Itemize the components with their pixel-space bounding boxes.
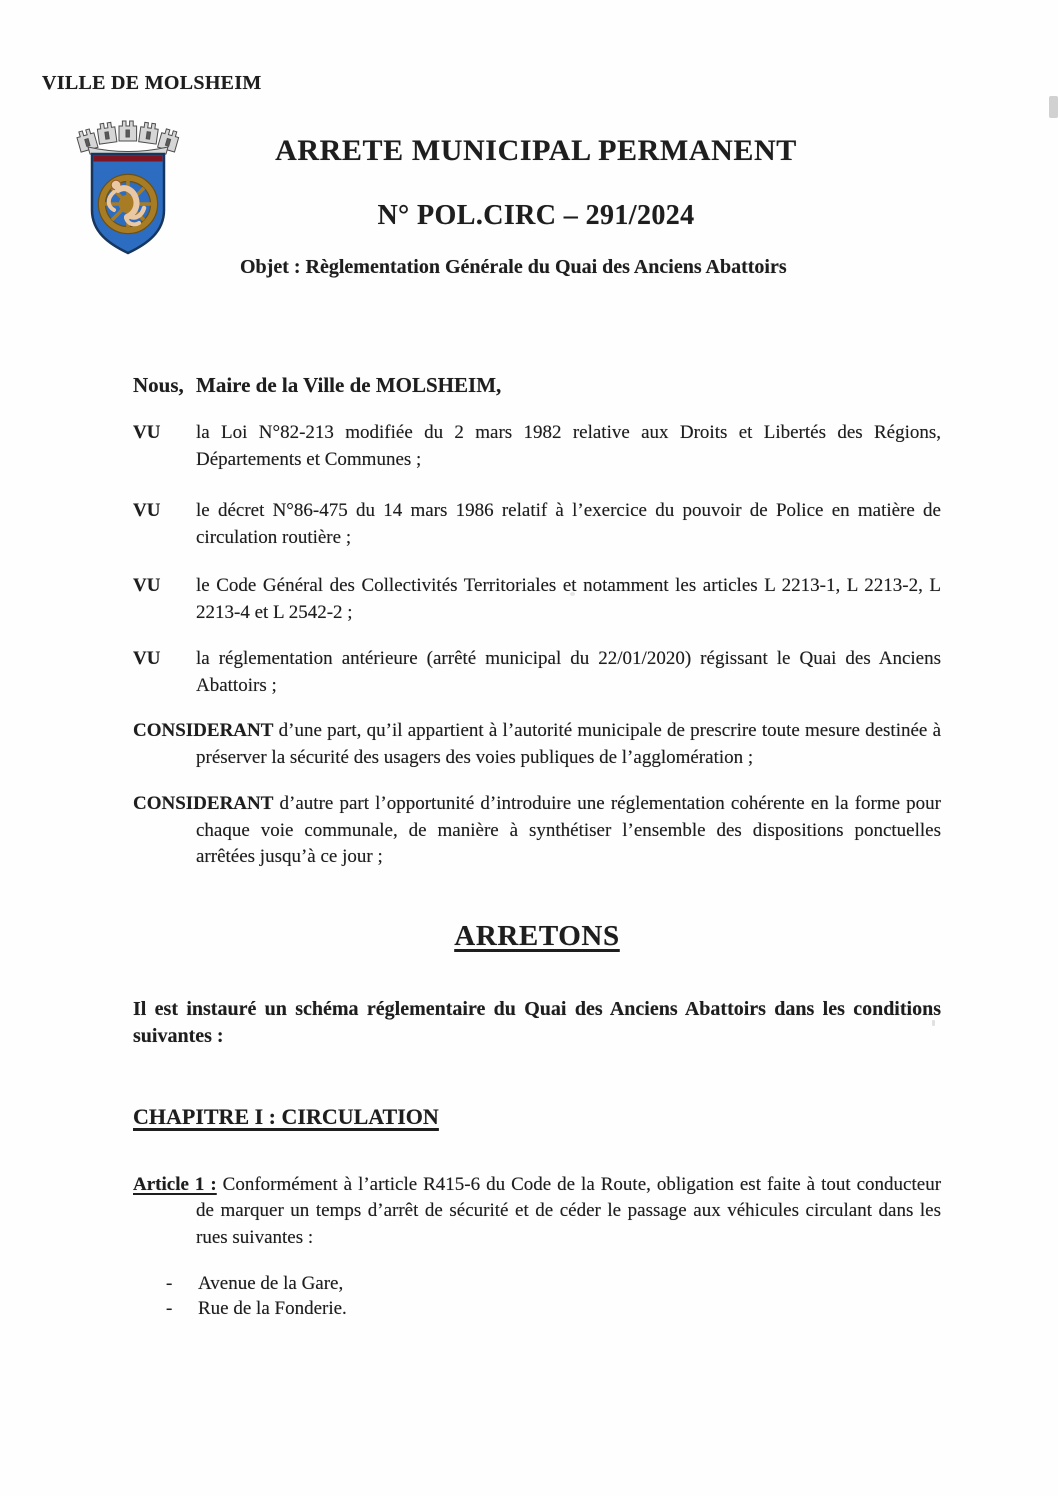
list-dash: - (166, 1273, 173, 1294)
considerant-text: d’une part, qu’il appartient à l’autorité municipale de prescrire toute mesure destinée à préserver la sécurité des usagers des voies publiques de l’agglomération ; (196, 720, 942, 768)
document-title: ARRETE MUNICIPAL PERMANENT (275, 134, 797, 167)
considerant-paragraph-1 (133, 718, 941, 771)
street-list-item (133, 1296, 941, 1321)
street-name: Rue de la Fonderie. (198, 1298, 347, 1319)
street-name: Avenue de la Gare, (198, 1273, 344, 1294)
article-1-label: Article 1 : (133, 1173, 217, 1195)
decision-intro: Il est instauré un schéma réglementaire du Quai des Anciens Abattoirs dans les conditions suivantes : (133, 997, 941, 1047)
vu-label: VU (133, 648, 161, 669)
salutation-text: Maire de la Ville de MOLSHEIM, (196, 373, 502, 397)
document-body (133, 372, 941, 1321)
document-number: N° POL.CIRC – 291/2024 (377, 200, 695, 231)
vu-text: le décret N°86-475 du 14 mars 1986 relatif à l’exercice du pouvoir de Police en matière de circulation routière ; (196, 500, 941, 548)
decision-heading (133, 917, 941, 955)
vu-paragraph-3 (133, 573, 941, 626)
salutation-label: Nous, (133, 373, 184, 397)
chapter-heading-text: CHAPITRE I : CIRCULATION (133, 1103, 439, 1129)
vu-paragraph-2 (133, 498, 941, 551)
scan-artifact (932, 1020, 935, 1026)
vu-text: la réglementation antérieure (arrêté municipal du 22/01/2020) régissant le Quai des Anciens Abattoirs ; (196, 648, 941, 696)
considerant-paragraph-2 (133, 791, 941, 871)
street-list-item (133, 1271, 941, 1296)
vu-label: VU (133, 500, 161, 521)
street-list (133, 1271, 941, 1321)
scan-artifact (570, 592, 575, 596)
vu-paragraph-1 (133, 420, 941, 473)
vu-text: la Loi N°82-213 modifiée du 2 mars 1982 relative aux Droits et Libertés des Régions, Départements et Communes ; (196, 422, 941, 470)
vu-text: le Code Général des Collectivités Territoriales et notamment les articles L 2213-1, L 2213-2, L 2213-4 et L 2542-2 ; (196, 575, 941, 623)
vu-paragraph-4 (133, 646, 941, 699)
scan-artifact (1049, 96, 1058, 118)
considerant-label: CONSIDERANT (133, 720, 274, 741)
chapter-heading (133, 1102, 941, 1132)
org-name: VILLE DE MOLSHEIM (42, 72, 262, 94)
considerant-text: d’autre part l’opportunité d’introduire une réglementation cohérente en la forme pour chaque voie communale, de manière à synthétiser l’ensemble des dispositions ponctuelles arrêtées jusqu’à ce jour ; (196, 793, 942, 867)
subject-line: Objet : Règlementation Générale du Quai des Anciens Abattoirs (240, 256, 787, 278)
considerant-label: CONSIDERANT (133, 793, 274, 814)
list-dash: - (166, 1298, 173, 1319)
decision-heading-text: ARRETONS (454, 919, 620, 952)
salutation-line (133, 372, 941, 399)
vu-label: VU (133, 575, 161, 596)
vu-label: VU (133, 422, 161, 443)
article-1-paragraph (133, 1172, 941, 1252)
article-1-text: Conformément à l’article R415-6 du Code de la Route, obligation est faite à tout conducteur de marquer un temps d’arrêt de sécurité et de céder le passage aux véhicules circulant dans les rues suivantes : (196, 1173, 942, 1248)
